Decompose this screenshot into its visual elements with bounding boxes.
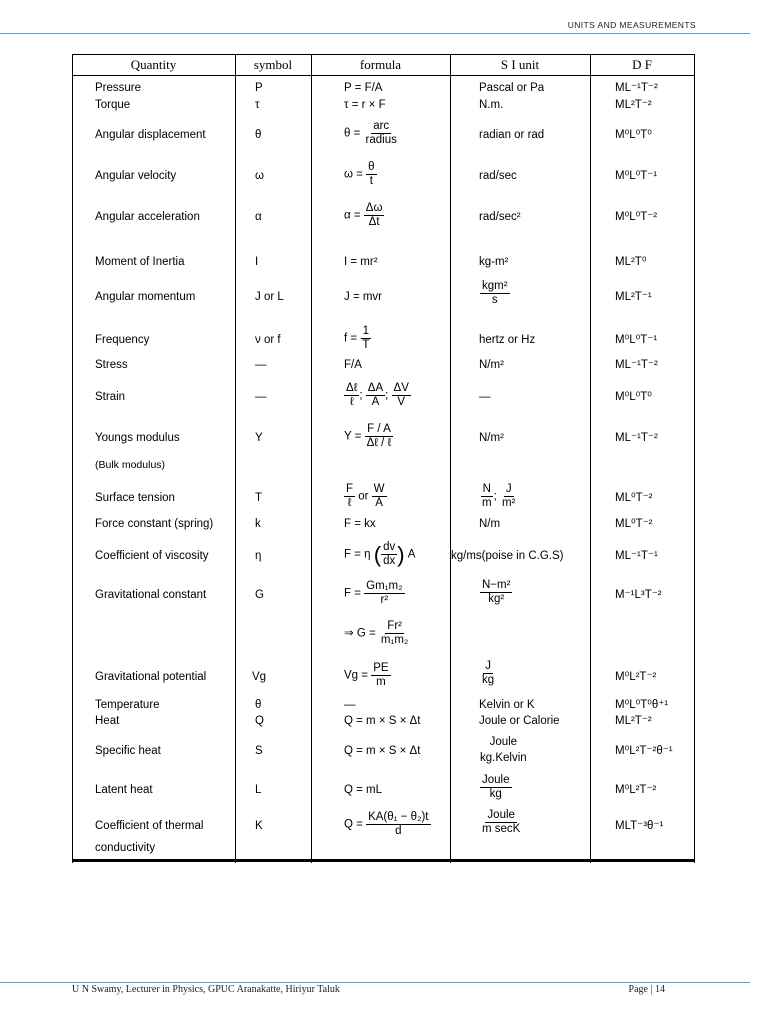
fraction bbox=[372, 483, 387, 510]
symbol-cell: k bbox=[255, 518, 261, 530]
denominator: A bbox=[375, 497, 383, 509]
unit-fraction bbox=[480, 483, 494, 510]
unit-cell: rad/sec bbox=[479, 170, 517, 182]
quantity-cell: Specific heat bbox=[95, 745, 161, 757]
quantity-cell-line2: conductivity bbox=[95, 842, 156, 854]
formula-cell bbox=[344, 325, 371, 352]
symbol-cell: — bbox=[255, 359, 267, 371]
formula-lhs: Q = bbox=[344, 818, 363, 831]
unit-cell: radian or rad bbox=[479, 129, 545, 141]
unit-cell: N.m. bbox=[479, 99, 504, 111]
fraction bbox=[366, 811, 430, 838]
symbol-cell: — bbox=[255, 391, 267, 403]
df-cell: M⁰L²T⁻² bbox=[615, 784, 657, 796]
col-border bbox=[590, 54, 591, 863]
numerator: dv bbox=[383, 541, 396, 553]
df-cell: ML²T⁰ bbox=[615, 256, 647, 268]
df-cell: ML⁰T⁻² bbox=[615, 518, 653, 530]
df-cell: ML⁻¹T⁻¹ bbox=[615, 550, 658, 562]
numerator: θ bbox=[368, 161, 375, 173]
unit-line1: Joule bbox=[489, 736, 518, 748]
unit-fraction bbox=[480, 579, 512, 606]
fraction bbox=[344, 483, 355, 510]
denominator: ℓ bbox=[347, 497, 352, 509]
col-border bbox=[311, 54, 312, 863]
formula-cell bbox=[344, 202, 384, 229]
quantity-cell: Strain bbox=[95, 391, 126, 403]
numerator: J bbox=[485, 660, 491, 672]
numerator: ΔA bbox=[367, 382, 384, 394]
unit-cell: — bbox=[479, 391, 491, 403]
symbol-cell: θ bbox=[255, 129, 262, 141]
symbol-cell: T bbox=[255, 492, 263, 504]
denominator: m₁m₂ bbox=[380, 634, 409, 646]
header-rule bbox=[0, 33, 750, 34]
denominator: Δt bbox=[368, 216, 380, 228]
denominator: dx bbox=[383, 555, 396, 567]
quantity-cell: Force constant (spring) bbox=[95, 518, 214, 530]
df-cell: M⁰L⁰T⁰θ⁺¹ bbox=[615, 699, 669, 711]
table-header-border bbox=[72, 75, 695, 76]
formula-rhs: A bbox=[407, 548, 416, 561]
numerator: Δω bbox=[365, 202, 383, 214]
symbol-cell: τ bbox=[255, 99, 260, 111]
unit-cell: rad/sec² bbox=[479, 211, 521, 223]
symbol-cell: K bbox=[255, 820, 263, 832]
formula-cell: J = mvr bbox=[344, 291, 383, 303]
fraction bbox=[381, 541, 397, 568]
symbol-cell: I bbox=[255, 256, 259, 268]
denominator: m secK bbox=[482, 823, 521, 835]
denominator: radius bbox=[365, 134, 397, 146]
symbol-cell: Y bbox=[255, 432, 263, 444]
fraction bbox=[344, 382, 359, 409]
header-formula: formula bbox=[359, 57, 402, 72]
symbol-cell: ω bbox=[255, 170, 264, 182]
unit-fraction bbox=[480, 809, 522, 836]
df-cell: ML⁻¹T⁻² bbox=[615, 82, 658, 94]
fraction bbox=[366, 382, 385, 409]
symbol-cell: ν or f bbox=[255, 334, 281, 346]
denominator: m² bbox=[501, 497, 516, 509]
denominator: d bbox=[395, 825, 402, 837]
formula-cell: F = kx bbox=[344, 518, 376, 530]
quantity-cell: Torque bbox=[95, 99, 131, 111]
df-cell: ML⁻¹T⁻² bbox=[615, 432, 658, 444]
numerator: Joule bbox=[487, 809, 515, 821]
denominator: ℓ bbox=[349, 396, 354, 408]
unit-cell bbox=[480, 774, 512, 801]
numerator: Gm₁m₂ bbox=[366, 580, 403, 592]
denominator: t bbox=[369, 175, 373, 187]
unit-fraction bbox=[500, 483, 517, 510]
unit-cell: Pascal or Pa bbox=[479, 82, 545, 94]
unit-cell: kg/ms(poise in C.G.S) bbox=[451, 550, 564, 562]
df-cell: M⁰L⁰T⁰ bbox=[615, 129, 652, 141]
formula-cell bbox=[344, 662, 391, 689]
numerator: W bbox=[373, 483, 385, 495]
quantity-cell-line2: (Bulk modulus) bbox=[95, 459, 166, 471]
symbol-cell: L bbox=[255, 784, 262, 796]
denominator: T bbox=[362, 339, 370, 351]
unit-cell: N/m bbox=[479, 518, 501, 530]
df-cell: M⁰L⁰T⁻² bbox=[615, 211, 658, 223]
numerator: kgm² bbox=[482, 280, 508, 292]
unit-cell: $\frac{N}{m}$ ; $\frac{J}{\text{m²}}$ bbox=[482, 483, 516, 509]
formula-cell bbox=[344, 541, 415, 568]
unit-fraction bbox=[480, 774, 512, 801]
denominator: s bbox=[491, 294, 498, 306]
col-border bbox=[450, 54, 451, 863]
denominator: A bbox=[371, 396, 380, 408]
unit-cell: Kelvin or K bbox=[479, 699, 535, 711]
numerator: F / A bbox=[367, 423, 391, 435]
formula-cell: I = mr² bbox=[344, 256, 378, 268]
col-border bbox=[72, 54, 73, 863]
quantity-cell: Heat bbox=[95, 715, 120, 727]
numerator: N−m² bbox=[482, 579, 511, 591]
quantity-cell: Temperature bbox=[95, 699, 160, 711]
quantity-cell: Coefficient of viscosity bbox=[95, 550, 209, 562]
symbol-cell: η bbox=[255, 550, 262, 562]
fraction bbox=[392, 382, 411, 409]
quantity-cell: Stress bbox=[95, 359, 128, 371]
formula-lhs: F = bbox=[344, 587, 361, 600]
formula-lhs: α = bbox=[344, 209, 361, 222]
quantity-cell: Youngs modulus bbox=[95, 432, 180, 444]
fraction bbox=[364, 120, 399, 147]
numerator: 1 bbox=[362, 325, 370, 337]
footer-author: U N Swamy, Lecturer in Physics, GPUC Aranakatte, Hiriyur Taluk bbox=[72, 984, 340, 995]
symbol-cell: Vg bbox=[252, 671, 267, 683]
unit-cell bbox=[480, 660, 496, 687]
numerator: F bbox=[346, 483, 354, 495]
formula-cell-line2 bbox=[344, 620, 410, 647]
df-cell: M⁰L⁰T⁻¹ bbox=[615, 334, 658, 346]
formula-lhs: θ = bbox=[344, 127, 361, 140]
fraction bbox=[366, 161, 376, 188]
col-border bbox=[235, 54, 236, 863]
formula-cell bbox=[344, 120, 399, 147]
df-cell: ML⁰T⁻² bbox=[615, 492, 653, 504]
unit-cell: Joule or Calorie bbox=[479, 715, 560, 727]
header-symbol: symbol bbox=[253, 57, 293, 72]
symbol-cell: P bbox=[255, 82, 263, 94]
unit-cell bbox=[480, 579, 512, 606]
left-paren: ( bbox=[373, 542, 382, 567]
formula-cell bbox=[344, 423, 393, 450]
df-cell: M⁰L⁰T⁻¹ bbox=[615, 170, 658, 182]
symbol-cell: Q bbox=[255, 715, 264, 727]
quantity-cell: Frequency bbox=[95, 334, 150, 346]
denominator: m bbox=[376, 676, 386, 688]
quantity-cell: Angular acceleration bbox=[95, 211, 200, 223]
or-text: or bbox=[358, 490, 369, 503]
unit-fraction bbox=[480, 660, 496, 687]
header-df: D F bbox=[632, 57, 652, 72]
formula-cell bbox=[344, 580, 405, 607]
header-quantity: Quantity bbox=[130, 57, 177, 72]
numerator: PE bbox=[373, 662, 389, 674]
unit-cell: N/m² bbox=[479, 359, 504, 371]
quantity-cell: Gravitational constant bbox=[95, 589, 207, 601]
formula-lhs: ω = bbox=[344, 168, 363, 181]
quantity-cell: Pressure bbox=[95, 82, 142, 94]
numerator: Δℓ bbox=[346, 382, 358, 394]
denominator: m bbox=[482, 497, 492, 509]
formula-cell: — bbox=[344, 699, 356, 711]
units-table bbox=[72, 54, 695, 863]
quantity-cell: Angular displacement bbox=[95, 129, 206, 141]
unit-cell bbox=[480, 280, 510, 307]
formula-cell bbox=[344, 811, 431, 838]
numerator: arc bbox=[373, 120, 390, 132]
formula-cell bbox=[344, 483, 387, 510]
denominator: r² bbox=[380, 594, 389, 606]
formula-lhs: Y = bbox=[344, 430, 362, 443]
running-header: UNITS AND MEASUREMENTS bbox=[567, 20, 696, 30]
unit-cell: hertz or Hz bbox=[479, 334, 536, 346]
formula-cell bbox=[344, 161, 377, 188]
quantity-cell: Moment of Inertia bbox=[95, 256, 185, 268]
df-cell: M⁰L⁰T⁰ bbox=[615, 391, 652, 403]
df-cell: ML⁻¹T⁻² bbox=[615, 359, 658, 371]
numerator: ΔV bbox=[393, 382, 409, 394]
footer-rule bbox=[0, 982, 750, 983]
formula-cell: P = F/A bbox=[344, 82, 383, 94]
formula-cell: Q = mL bbox=[344, 784, 383, 796]
quantity-cell: Latent heat bbox=[95, 784, 153, 796]
formula-cell: Q = m × S × Δt bbox=[344, 715, 421, 727]
quantity-cell: Coefficient of thermal bbox=[95, 820, 204, 832]
symbol-cell: α bbox=[255, 211, 262, 223]
denominator: Δℓ / ℓ bbox=[366, 437, 392, 449]
symbol-cell: S bbox=[255, 745, 263, 757]
numerator: Fr² bbox=[387, 620, 402, 632]
quantity-cell: Angular velocity bbox=[95, 170, 177, 182]
formula-lhs: ⇒ G = bbox=[344, 627, 376, 640]
df-cell: M⁰L²T⁻² bbox=[615, 671, 657, 683]
formula-lhs: F = η bbox=[344, 548, 371, 561]
numerator: J bbox=[505, 483, 512, 495]
unit-fraction bbox=[480, 280, 510, 307]
denominator: V bbox=[397, 396, 406, 408]
unit-cell: N/m² bbox=[479, 432, 504, 444]
unit-cell bbox=[480, 734, 527, 766]
denominator: kg² bbox=[488, 593, 505, 605]
table-bottom-border bbox=[72, 859, 695, 862]
header-si-unit: S I unit bbox=[500, 57, 540, 72]
fraction bbox=[360, 325, 371, 352]
df-cell: M⁰L²T⁻²θ⁻¹ bbox=[615, 745, 673, 757]
fraction bbox=[364, 202, 385, 229]
df-cell: M⁻¹L³T⁻² bbox=[615, 589, 662, 601]
symbol-cell: J or L bbox=[255, 291, 284, 303]
quantity-cell: Surface tension bbox=[95, 492, 175, 504]
formula-lhs: Vg = bbox=[344, 669, 368, 682]
right-paren: ) bbox=[397, 542, 405, 567]
formula-cell: $\frac{\text{Δℓ}}{\text{ℓ}}$ ; $\frac{\Delta A}{A}$ ; $\frac{\Delta V}{V}$ bbox=[346, 382, 409, 408]
df-cell: ML²T⁻¹ bbox=[615, 291, 652, 303]
unit-cell bbox=[480, 809, 522, 836]
quantity-cell: Gravitational potential bbox=[95, 671, 207, 683]
df-cell: ML²T⁻² bbox=[615, 99, 652, 111]
formula-cell: τ = r × F bbox=[344, 99, 386, 111]
unit-line2: kg.Kelvin bbox=[480, 752, 527, 764]
fraction bbox=[379, 620, 411, 647]
denominator: kg bbox=[482, 674, 495, 686]
col-border bbox=[694, 54, 695, 863]
denominator: kg bbox=[489, 788, 502, 800]
fraction bbox=[371, 662, 390, 689]
df-cell: ML²T⁻² bbox=[615, 715, 652, 727]
formula-cell: F/A bbox=[344, 359, 362, 371]
unit-cell: kg-m² bbox=[479, 256, 509, 268]
numerator: Joule bbox=[482, 774, 510, 786]
numerator: KA(θ₁ − θ₂)t bbox=[368, 811, 429, 823]
fraction bbox=[364, 580, 404, 607]
page-number: Page | 14 bbox=[628, 984, 665, 995]
fraction bbox=[365, 423, 394, 450]
formula-lhs: f = bbox=[344, 332, 358, 345]
df-cell: MLT⁻³θ⁻¹ bbox=[615, 820, 664, 832]
quantity-cell: Angular momentum bbox=[95, 291, 196, 303]
formula-cell: Q = m × S × Δt bbox=[344, 745, 421, 757]
symbol-cell: G bbox=[255, 589, 264, 601]
symbol-cell: θ bbox=[255, 699, 262, 711]
numerator: N bbox=[482, 483, 491, 495]
